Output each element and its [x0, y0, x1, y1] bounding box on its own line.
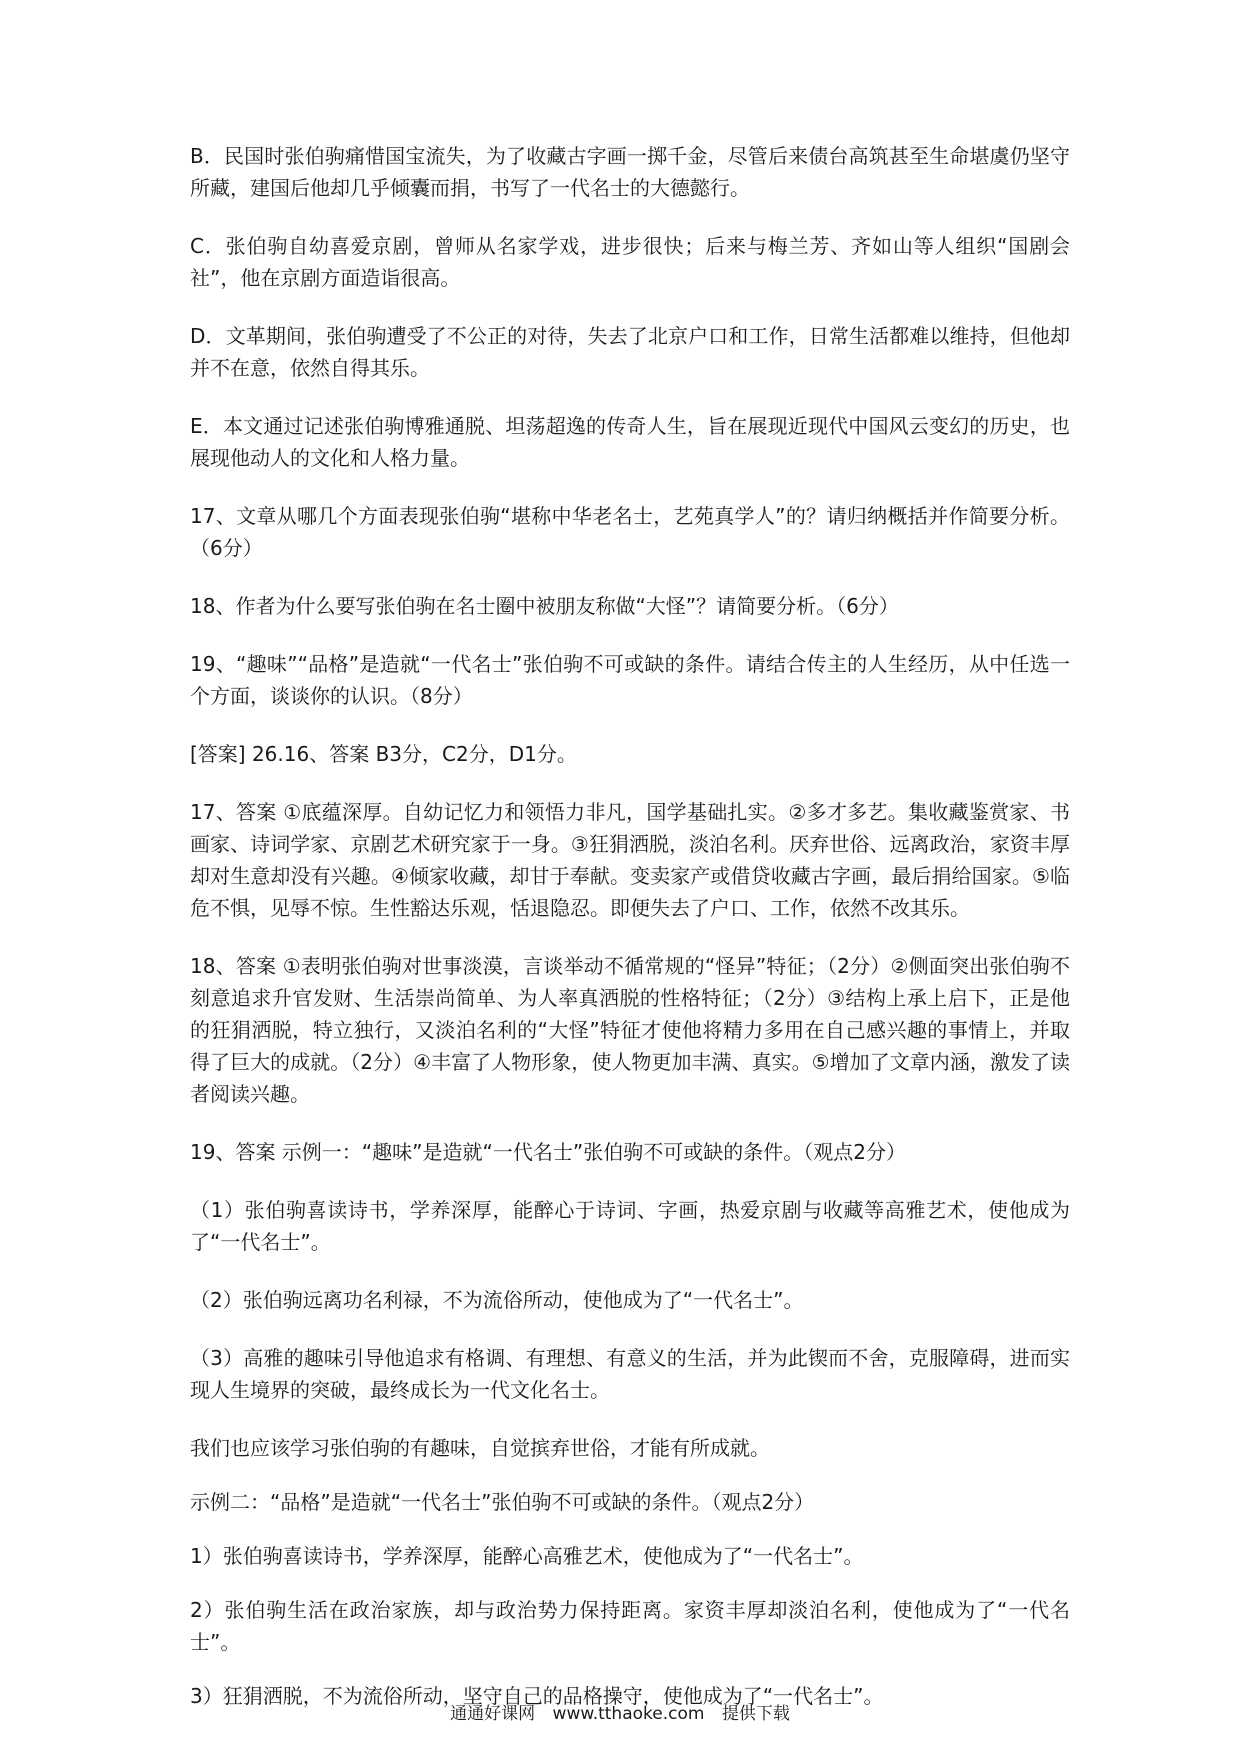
- answer-19-example-1: 19、答案 示例一：“趣味”是造就“一代名士”张伯驹不可或缺的条件。（观点2分）: [190, 1140, 906, 1164]
- option-c: C．张伯驹自幼喜爱京剧，曾师从名家学戏，进步很快；后来与梅兰芳、齐如山等人组织“国剧会社”，他在京剧方面造诣很高。: [190, 234, 1070, 290]
- question-19: 19、“趣味”“品格”是造就“一代名士”张伯驹不可或缺的条件。请结合传主的人生经历，从中任选一个方面，谈谈你的认识。（8分）: [190, 652, 1070, 708]
- answer-19-point-1: （1）张伯驹喜读诗书，学养深厚，能醉心于诗词、字画，热爱京剧与收藏等高雅艺术，使他成为了“一代名士”。: [190, 1198, 1070, 1254]
- answer-16: [答案] 26.16、答案 B3分，C2分，D1分。: [190, 742, 577, 766]
- answer-19-conclusion: 我们也应该学习张伯驹的有趣味，自觉摈弃世俗，才能有所成就。: [190, 1436, 770, 1460]
- document-body: [190, 140, 1070, 1734]
- answer-17: 17、答案 ①底蕴深厚。自幼记忆力和领悟力非凡，国学基础扎实。②多才多艺。集收藏鉴赏家、书画家、诗词学家、京剧艺术研究家于一身。③狂狷洒脱，淡泊名利。厌弃世俗、远离政治，家资丰厚却对生意却没有兴趣。④倾家收藏，却甘于奉献。变卖家产或借贷收藏古字画，最后捐给国家。⑤临危不惧，见辱不惊。生性豁达乐观，恬退隐忍。即便失去了户口、工作，依然不改其乐。: [190, 800, 1070, 920]
- footer-note: 提供下载: [721, 1704, 790, 1724]
- question-17: 17、文章从哪几个方面表现张伯驹“堪称中华老名士，艺苑真学人”的？请归纳概括并作简要分析。（6分）: [190, 504, 1070, 560]
- option-d: D．文革期间，张伯驹遭受了不公正的对待，失去了北京户口和工作，日常生活都难以维持，但他却并不在意，依然自得其乐。: [190, 324, 1070, 380]
- answer-19-point-3: （3）高雅的趣味引导他追求有格调、有理想、有意义的生活，并为此锲而不舍，克服障碍，进而实现人生境界的突破，最终成长为一代文化名士。: [190, 1346, 1070, 1402]
- answer-19-example-2-point-1: 1）张伯驹喜读诗书，学养深厚，能醉心高雅艺术，使他成为了“一代名士”。: [190, 1544, 864, 1568]
- page-footer: [0, 1702, 1240, 1726]
- footer-url[interactable]: www.tthaoke.com: [552, 1704, 705, 1724]
- footer-site-name: 通通好课网: [450, 1704, 536, 1724]
- answer-19-example-2-point-3: 3）狂狷洒脱，不为流俗所动，坚守自己的品格操守，使他成为了“一代名士”。: [190, 1684, 884, 1708]
- option-b: B．民国时张伯驹痛惜国宝流失，为了收藏古字画一掷千金，尽管后来债台高筑甚至生命堪虞仍坚守所藏，建国后他却几乎倾囊而捐，书写了一代名士的大德懿行。: [190, 144, 1070, 200]
- option-e: E．本文通过记述张伯驹博雅通脱、坦荡超逸的传奇人生，旨在展现近现代中国风云变幻的历史，也展现他动人的文化和人格力量。: [190, 414, 1070, 470]
- answer-18: 18、答案 ①表明张伯驹对世事淡漠，言谈举动不循常规的“怪异”特征；（2分）②侧面突出张伯驹不刻意追求升官发财、生活崇尚简单、为人率真洒脱的性格特征；（2分）③结构上承上启下，正是他的狂狷洒脱，特立独行，又淡泊名利的“大怪”特征才使他将精力多用在自己感兴趣的事情上，并取得了巨大的成就。（2分）④丰富了人物形象，使人物更加丰满、真实。⑤增加了文章内涵，激发了读者阅读兴趣。: [190, 954, 1070, 1106]
- answer-19-point-2: （2）张伯驹远离功名利禄，不为流俗所动，使他成为了“一代名士”。: [190, 1288, 804, 1312]
- answer-19-example-2-point-2: 2）张伯驹生活在政治家族，却与政治势力保持距离。家资丰厚却淡泊名利，使他成为了“一代名士”。: [190, 1598, 1070, 1654]
- question-18: 18、作者为什么要写张伯驹在名士圈中被朋友称做“大怪”？请简要分析。（6分）: [190, 594, 899, 618]
- answer-19-example-2: 示例二：“品格”是造就“一代名士”张伯驹不可或缺的条件。（观点2分）: [190, 1490, 815, 1514]
